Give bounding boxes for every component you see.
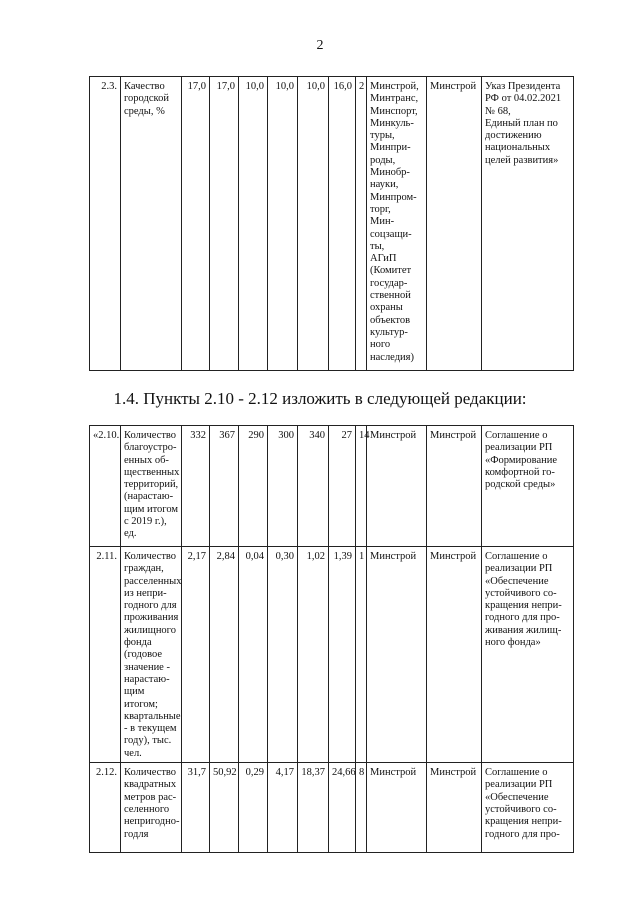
value-cell: 27 — [329, 426, 356, 547]
table-row — [90, 426, 574, 547]
value-cell: 10,0 — [298, 77, 329, 371]
co-executor: Минстрой — [427, 547, 482, 763]
value-cell: 300 — [268, 426, 298, 547]
value-cell: 0,30 — [268, 547, 298, 763]
basis-document: Соглашение о реализации РП «Обеспечение устойчивого со- кращения непри- годного для про- — [482, 763, 574, 853]
indicator-name: Количество благоустро- енных об- щественных территорий, (нарастаю- щим итогом с 2019 г.), ед. — [121, 426, 182, 547]
value-cell: 17,0 — [210, 77, 239, 371]
value-cell: 1,02 — [298, 547, 329, 763]
row-index: «2.10. — [90, 426, 121, 547]
indicator-table-top — [89, 76, 574, 371]
value-cell: 24,66 — [329, 763, 356, 853]
value-cell: 8 — [356, 763, 367, 853]
value-cell: 17,0 — [182, 77, 210, 371]
value-cell: 16,0 — [329, 77, 356, 371]
row-index: 2.11. — [90, 547, 121, 763]
value-cell: 367 — [210, 426, 239, 547]
indicator-name: Количество квадратных метров рас- селенного непригодно- годля — [121, 763, 182, 853]
indicator-table-bottom — [89, 425, 574, 853]
value-cell: 0,04 — [239, 547, 268, 763]
page-number: 2 — [316, 38, 324, 53]
table-row — [90, 547, 574, 763]
co-executor: Минстрой — [427, 763, 482, 853]
responsible-executor: Минстрой, Минтранс, Минспорт, Минкуль- туры, Минпри- роды, Минобр- науки, Минпром- торг, Мин- соцзащи- ты, АГиП (Комитет государ- ственной охраны объектов культур- ного наследия) — [367, 77, 427, 371]
value-cell: 2 — [356, 77, 367, 371]
co-executor: Минстрой — [427, 426, 482, 547]
value-cell: 2,17 — [182, 547, 210, 763]
value-cell: 10,0 — [268, 77, 298, 371]
responsible-executor: Минстрой — [367, 547, 427, 763]
basis-document: Соглашение о реализации РП «Обеспечение устойчивого со- кращения непри- годного для про- живания жилищ- ного фонда» — [482, 547, 574, 763]
table-row — [90, 77, 574, 371]
value-cell: 2,84 — [210, 547, 239, 763]
basis-document: Соглашение о реализации РП «Формирование комфортной го- родской среды» — [482, 426, 574, 547]
value-cell: 50,92 — [210, 763, 239, 853]
value-cell: 31,7 — [182, 763, 210, 853]
section-heading: 1.4. Пункты 2.10 - 2.12 изложить в следующей редакции: — [113, 389, 527, 408]
basis-document: Указ Президента РФ от 04.02.2021 № 68, Единый план по достижению национальных целей развития» — [482, 77, 574, 371]
indicator-name: Качество городской среды, % — [121, 77, 182, 371]
responsible-executor: Минстрой — [367, 426, 427, 547]
responsible-executor: Минстрой — [367, 763, 427, 853]
row-index: 2.3. — [90, 77, 121, 371]
value-cell: 1 — [356, 547, 367, 763]
value-cell: 332 — [182, 426, 210, 547]
value-cell: 340 — [298, 426, 329, 547]
indicator-name: Количество граждан, расселенных из непри- годного для проживания жилищного фонда (годовое значение - нарастаю- щим итогом; квартальные - в текущем году), тыс. чел. — [121, 547, 182, 763]
table-row — [90, 763, 574, 853]
value-cell: 0,29 — [239, 763, 268, 853]
co-executor: Минстрой — [427, 77, 482, 371]
value-cell: 10,0 — [239, 77, 268, 371]
value-cell: 290 — [239, 426, 268, 547]
value-cell: 14 — [356, 426, 367, 547]
value-cell: 18,37 — [298, 763, 329, 853]
value-cell: 4,17 — [268, 763, 298, 853]
value-cell: 1,39 — [329, 547, 356, 763]
row-index: 2.12. — [90, 763, 121, 853]
